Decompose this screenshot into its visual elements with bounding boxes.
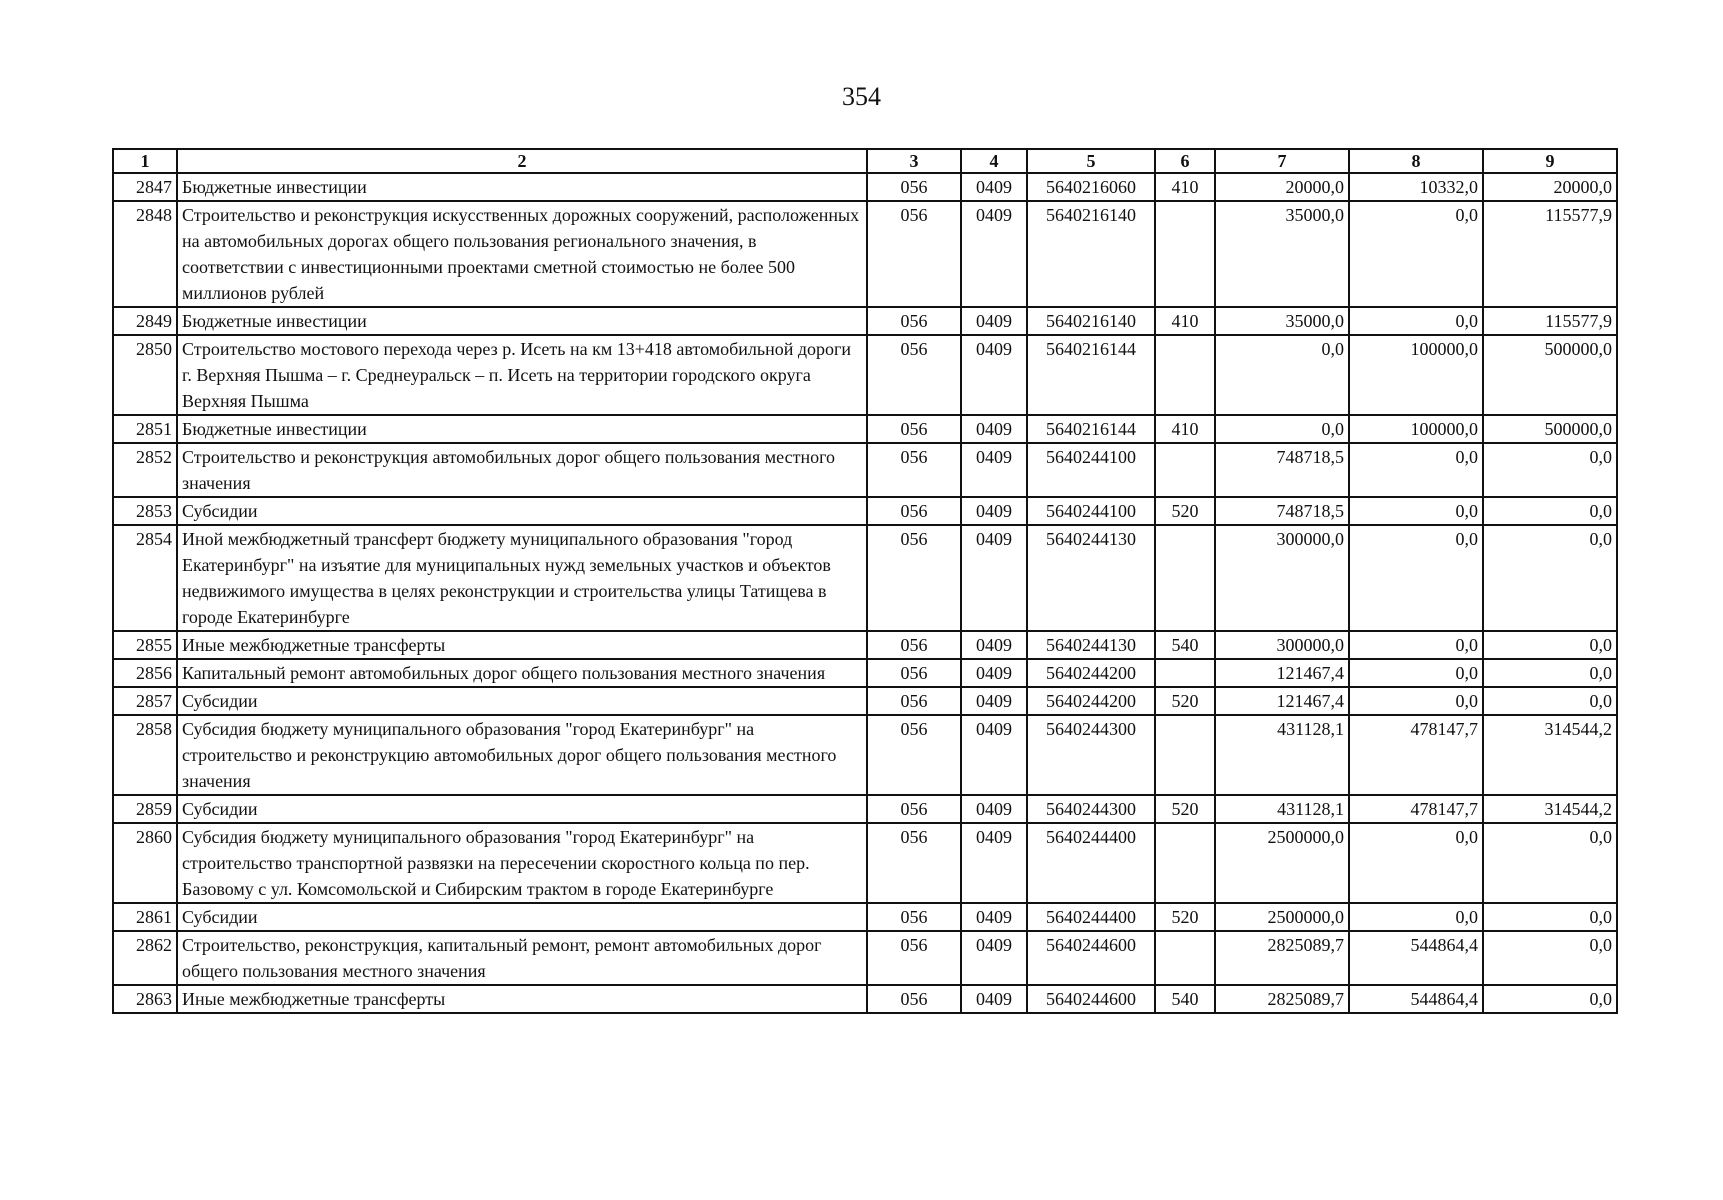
target-article-cell: 5640244100 (1027, 497, 1155, 525)
row-number-cell: 2856 (113, 659, 177, 687)
row-number-cell: 2849 (113, 307, 177, 335)
expense-type-cell (1155, 659, 1215, 687)
amount-cell: 314544,2 (1483, 795, 1617, 823)
description-cell: Иной межбюджетный трансферт бюджету муниципального образования "город Екатеринбург" на изъятие для муниципальных нужд земельных участков и объектов недвижимого имущества в целях реконструкции и строительства улицы Татищева в городе Екатеринбурге (177, 525, 867, 631)
description-cell: Субсидии (177, 497, 867, 525)
section-code-cell: 0409 (961, 415, 1027, 443)
ministry-code-cell: 056 (867, 525, 961, 631)
amount-cell: 0,0 (1349, 525, 1483, 631)
ministry-code-cell: 056 (867, 201, 961, 307)
table-row (113, 497, 1617, 525)
description-cell: Иные межбюджетные трансферты (177, 985, 867, 1013)
row-number-cell: 2862 (113, 931, 177, 985)
target-article-cell: 5640244300 (1027, 715, 1155, 795)
row-number-cell: 2855 (113, 631, 177, 659)
column-header: 9 (1483, 149, 1617, 173)
section-code-cell: 0409 (961, 307, 1027, 335)
amount-cell: 2825089,7 (1215, 931, 1349, 985)
amount-cell: 0,0 (1349, 497, 1483, 525)
amount-cell: 2825089,7 (1215, 985, 1349, 1013)
amount-cell: 478147,7 (1349, 715, 1483, 795)
ministry-code-cell: 056 (867, 903, 961, 931)
section-code-cell: 0409 (961, 715, 1027, 795)
description-cell: Иные межбюджетные трансферты (177, 631, 867, 659)
ministry-code-cell: 056 (867, 931, 961, 985)
amount-cell: 121467,4 (1215, 659, 1349, 687)
section-code-cell: 0409 (961, 903, 1027, 931)
row-number-cell: 2853 (113, 497, 177, 525)
row-number-cell: 2857 (113, 687, 177, 715)
column-header: 4 (961, 149, 1027, 173)
amount-cell: 431128,1 (1215, 715, 1349, 795)
section-code-cell: 0409 (961, 931, 1027, 985)
target-article-cell: 5640244600 (1027, 985, 1155, 1013)
target-article-cell: 5640244200 (1027, 659, 1155, 687)
target-article-cell: 5640244200 (1027, 687, 1155, 715)
row-number-cell: 2860 (113, 823, 177, 903)
table-row (113, 931, 1617, 985)
section-code-cell: 0409 (961, 201, 1027, 307)
amount-cell: 35000,0 (1215, 201, 1349, 307)
target-article-cell: 5640244400 (1027, 823, 1155, 903)
expense-type-cell: 540 (1155, 631, 1215, 659)
table-row (113, 631, 1617, 659)
description-cell: Бюджетные инвестиции (177, 173, 867, 201)
budget-table (112, 148, 1618, 1014)
amount-cell: 100000,0 (1349, 415, 1483, 443)
description-cell: Субсидии (177, 687, 867, 715)
amount-cell: 0,0 (1349, 201, 1483, 307)
ministry-code-cell: 056 (867, 307, 961, 335)
row-number-cell: 2854 (113, 525, 177, 631)
expense-type-cell (1155, 823, 1215, 903)
row-number-cell: 2861 (113, 903, 177, 931)
table-row (113, 659, 1617, 687)
ministry-code-cell: 056 (867, 659, 961, 687)
amount-cell: 0,0 (1349, 631, 1483, 659)
ministry-code-cell: 056 (867, 687, 961, 715)
amount-cell: 0,0 (1349, 823, 1483, 903)
expense-type-cell: 520 (1155, 903, 1215, 931)
section-code-cell: 0409 (961, 497, 1027, 525)
ministry-code-cell: 056 (867, 823, 961, 903)
ministry-code-cell: 056 (867, 497, 961, 525)
table-row (113, 443, 1617, 497)
table-row (113, 715, 1617, 795)
amount-cell: 20000,0 (1483, 173, 1617, 201)
table-row (113, 985, 1617, 1013)
ministry-code-cell: 056 (867, 985, 961, 1013)
amount-cell: 544864,4 (1349, 985, 1483, 1013)
ministry-code-cell: 056 (867, 795, 961, 823)
amount-cell: 300000,0 (1215, 525, 1349, 631)
amount-cell: 100000,0 (1349, 335, 1483, 415)
target-article-cell: 5640216140 (1027, 201, 1155, 307)
description-cell: Строительство и реконструкция автомобильных дорог общего пользования местного значения (177, 443, 867, 497)
ministry-code-cell: 056 (867, 631, 961, 659)
amount-cell: 314544,2 (1483, 715, 1617, 795)
row-number-cell: 2863 (113, 985, 177, 1013)
table-row (113, 307, 1617, 335)
ministry-code-cell: 056 (867, 173, 961, 201)
description-cell: Субсидии (177, 795, 867, 823)
amount-cell: 2500000,0 (1215, 823, 1349, 903)
expense-type-cell (1155, 443, 1215, 497)
table-row (113, 525, 1617, 631)
amount-cell: 0,0 (1483, 497, 1617, 525)
amount-cell: 0,0 (1349, 659, 1483, 687)
column-header: 8 (1349, 149, 1483, 173)
amount-cell: 748718,5 (1215, 443, 1349, 497)
expense-type-cell: 540 (1155, 985, 1215, 1013)
row-number-cell: 2852 (113, 443, 177, 497)
table-row (113, 201, 1617, 307)
section-code-cell: 0409 (961, 173, 1027, 201)
amount-cell: 2500000,0 (1215, 903, 1349, 931)
description-cell: Капитальный ремонт автомобильных дорог общего пользования местного значения (177, 659, 867, 687)
row-number-cell: 2847 (113, 173, 177, 201)
amount-cell: 0,0 (1349, 443, 1483, 497)
expense-type-cell: 520 (1155, 497, 1215, 525)
amount-cell: 500000,0 (1483, 415, 1617, 443)
table-row (113, 687, 1617, 715)
section-code-cell: 0409 (961, 443, 1027, 497)
amount-cell: 0,0 (1349, 903, 1483, 931)
column-header: 3 (867, 149, 961, 173)
amount-cell: 0,0 (1215, 415, 1349, 443)
amount-cell: 300000,0 (1215, 631, 1349, 659)
amount-cell: 0,0 (1483, 823, 1617, 903)
expense-type-cell: 410 (1155, 173, 1215, 201)
description-cell: Субсидии (177, 903, 867, 931)
amount-cell: 500000,0 (1483, 335, 1617, 415)
amount-cell: 0,0 (1483, 525, 1617, 631)
expense-type-cell (1155, 201, 1215, 307)
expense-type-cell: 410 (1155, 415, 1215, 443)
table-row (113, 415, 1617, 443)
amount-cell: 0,0 (1483, 443, 1617, 497)
expense-type-cell: 520 (1155, 687, 1215, 715)
amount-cell: 115577,9 (1483, 201, 1617, 307)
amount-cell: 10332,0 (1349, 173, 1483, 201)
expense-type-cell (1155, 525, 1215, 631)
target-article-cell: 5640244300 (1027, 795, 1155, 823)
target-article-cell: 5640216144 (1027, 335, 1155, 415)
expense-type-cell (1155, 335, 1215, 415)
amount-cell: 0,0 (1349, 687, 1483, 715)
expense-type-cell (1155, 931, 1215, 985)
table-body (113, 173, 1617, 1013)
target-article-cell: 5640244130 (1027, 631, 1155, 659)
amount-cell: 478147,7 (1349, 795, 1483, 823)
target-article-cell: 5640216140 (1027, 307, 1155, 335)
target-article-cell: 5640244130 (1027, 525, 1155, 631)
section-code-cell: 0409 (961, 795, 1027, 823)
amount-cell: 748718,5 (1215, 497, 1349, 525)
description-cell: Бюджетные инвестиции (177, 307, 867, 335)
row-number-cell: 2848 (113, 201, 177, 307)
section-code-cell: 0409 (961, 631, 1027, 659)
amount-cell: 0,0 (1215, 335, 1349, 415)
section-code-cell: 0409 (961, 659, 1027, 687)
amount-cell: 544864,4 (1349, 931, 1483, 985)
ministry-code-cell: 056 (867, 715, 961, 795)
column-header: 6 (1155, 149, 1215, 173)
row-number-cell: 2858 (113, 715, 177, 795)
table-row (113, 795, 1617, 823)
description-cell: Строительство и реконструкция искусственных дорожных сооружений, расположенных на автомобильных дорогах общего пользования регионального значения, в соответствии с инвестиционными проектами сметной стоимостью не более 500 миллионов рублей (177, 201, 867, 307)
table-row (113, 903, 1617, 931)
page-number: 354 (842, 82, 881, 111)
amount-cell: 115577,9 (1483, 307, 1617, 335)
ministry-code-cell: 056 (867, 415, 961, 443)
target-article-cell: 5640216060 (1027, 173, 1155, 201)
expense-type-cell: 410 (1155, 307, 1215, 335)
description-cell: Субсидия бюджету муниципального образования "город Екатеринбург" на строительство и реконструкцию автомобильных дорог общего пользования местного значения (177, 715, 867, 795)
column-header: 7 (1215, 149, 1349, 173)
description-cell: Субсидия бюджету муниципального образования "город Екатеринбург" на строительство транспортной развязки на пересечении скоростного кольца по пер. Базовому с ул. Комсомольской и Сибирским трактом в городе Екатеринбурге (177, 823, 867, 903)
ministry-code-cell: 056 (867, 443, 961, 497)
amount-cell: 121467,4 (1215, 687, 1349, 715)
header-row (113, 149, 1617, 173)
amount-cell: 0,0 (1483, 659, 1617, 687)
section-code-cell: 0409 (961, 687, 1027, 715)
table-row (113, 335, 1617, 415)
column-header: 2 (177, 149, 867, 173)
target-article-cell: 5640244100 (1027, 443, 1155, 497)
amount-cell: 431128,1 (1215, 795, 1349, 823)
amount-cell: 0,0 (1349, 307, 1483, 335)
column-header: 1 (113, 149, 177, 173)
section-code-cell: 0409 (961, 335, 1027, 415)
expense-type-cell (1155, 715, 1215, 795)
description-cell: Строительство, реконструкция, капитальный ремонт, ремонт автомобильных дорог общего пользования местного значения (177, 931, 867, 985)
amount-cell: 0,0 (1483, 903, 1617, 931)
expense-type-cell: 520 (1155, 795, 1215, 823)
target-article-cell: 5640244600 (1027, 931, 1155, 985)
description-cell: Бюджетные инвестиции (177, 415, 867, 443)
target-article-cell: 5640216144 (1027, 415, 1155, 443)
column-header: 5 (1027, 149, 1155, 173)
amount-cell: 0,0 (1483, 985, 1617, 1013)
description-cell: Строительство мостового перехода через р. Исеть на км 13+418 автомобильной дороги г. Верхняя Пышма – г. Среднеуральск – п. Исеть на территории городского округа Верхняя Пышма (177, 335, 867, 415)
amount-cell: 0,0 (1483, 687, 1617, 715)
amount-cell: 0,0 (1483, 631, 1617, 659)
amount-cell: 35000,0 (1215, 307, 1349, 335)
row-number-cell: 2859 (113, 795, 177, 823)
ministry-code-cell: 056 (867, 335, 961, 415)
amount-cell: 0,0 (1483, 931, 1617, 985)
section-code-cell: 0409 (961, 823, 1027, 903)
row-number-cell: 2851 (113, 415, 177, 443)
row-number-cell: 2850 (113, 335, 177, 415)
target-article-cell: 5640244400 (1027, 903, 1155, 931)
section-code-cell: 0409 (961, 525, 1027, 631)
table-row (113, 823, 1617, 903)
amount-cell: 20000,0 (1215, 173, 1349, 201)
table-row (113, 173, 1617, 201)
section-code-cell: 0409 (961, 985, 1027, 1013)
